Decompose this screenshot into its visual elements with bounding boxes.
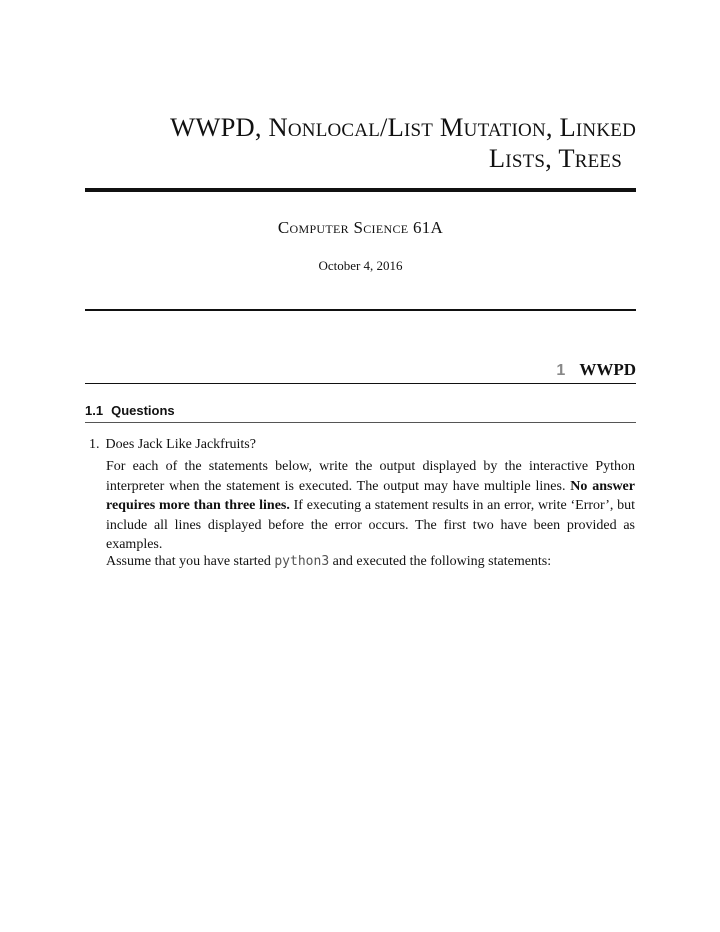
section-number: 1 [556, 362, 566, 379]
title-line-1: WWPD, Nonlocal/List Mutation, Linked [170, 112, 636, 142]
course-name: Computer Science 61A [277, 218, 444, 237]
instructions-paragraph [106, 457, 635, 555]
section-heading [85, 360, 636, 380]
assumption-code: python3 [274, 554, 330, 569]
title-line-2: Lists, Trees [488, 143, 622, 173]
question-number: 1. [89, 437, 100, 452]
subsection-number: 1.1 [85, 403, 104, 418]
header-rule [85, 309, 636, 311]
instructions-bold-note: No answer requires more than three lines. [106, 478, 635, 513]
section-title: WWPD [579, 360, 636, 379]
question-title: Does Jack Like Jackfruits? [105, 437, 256, 452]
instructions-text-end: If executing a statement results in an error, write ‘Error’, but include all lines displayed before the error occurs. The first two have been provided as examples. [106, 498, 635, 552]
section-rule [85, 383, 636, 384]
document-title [85, 112, 636, 174]
instructions-text-start: For each of the statements below, write the output displayed by the interactive Python interpreter when the statement is executed. The output may have multiple lines. [106, 459, 635, 494]
subsection-rule [85, 422, 636, 423]
subsection-heading [85, 403, 175, 418]
assumption-text-start: Assume that you have started [106, 554, 271, 569]
assumption-text-end: and executed the following statements: [332, 554, 552, 569]
subsection-title: Questions [111, 403, 175, 418]
title-rule [85, 188, 636, 192]
question-heading [89, 437, 256, 453]
assumption-paragraph [106, 552, 635, 572]
document-date: October 4, 2016 [318, 258, 403, 273]
